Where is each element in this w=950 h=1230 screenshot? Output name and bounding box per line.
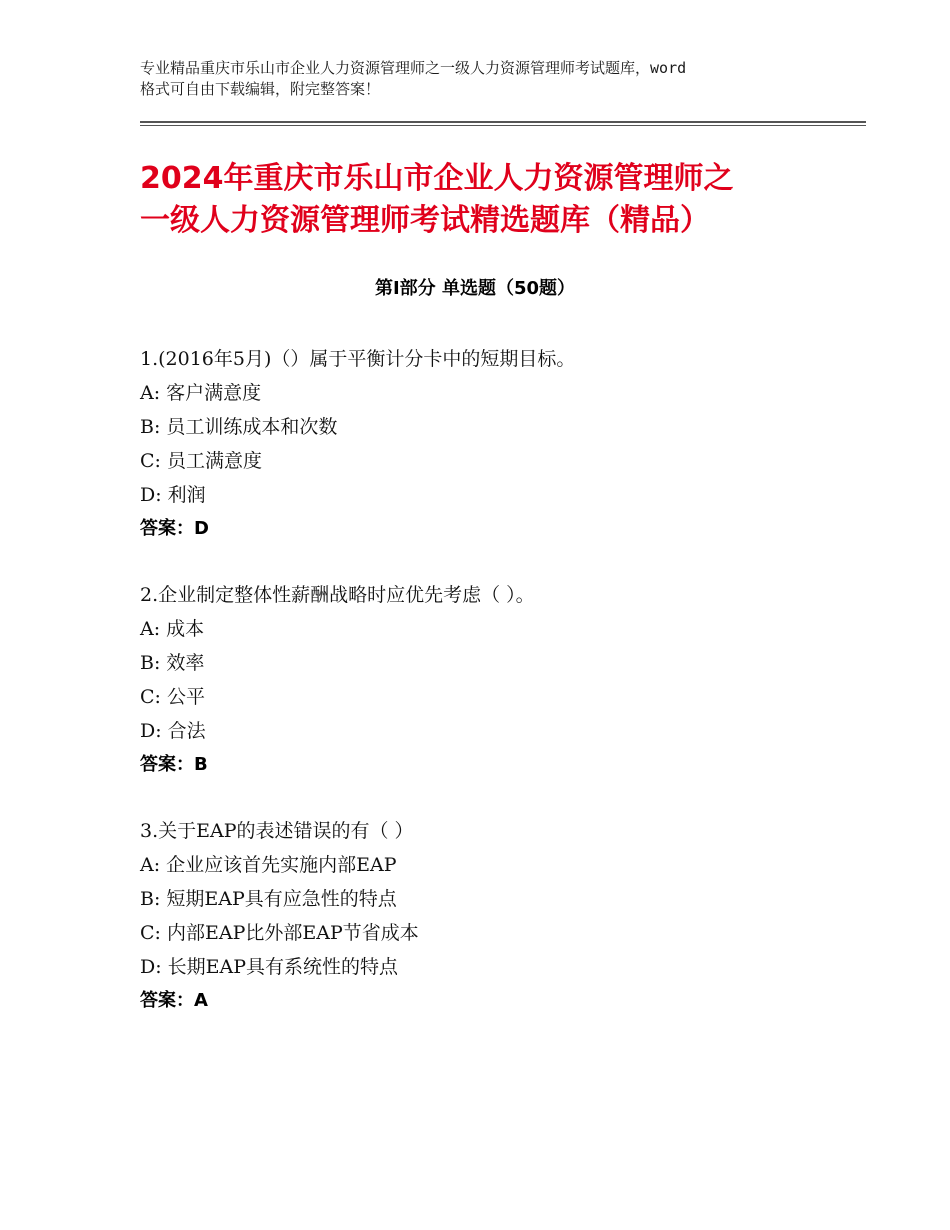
- header-note-line-1: 专业精品重庆市乐山市企业人力资源管理师之一级人力资源管理师考试题库，word: [140, 59, 687, 77]
- option-d: D: 长期EAP具有系统性的特点: [140, 956, 399, 978]
- question-stem: 3.关于EAP的表述错误的有（ ）: [140, 820, 414, 842]
- option-b: B: 员工训练成本和次数: [140, 416, 338, 438]
- option-c: C: 员工满意度: [140, 450, 262, 472]
- question-stem: 2.企业制定整体性薪酬战略时应优先考虑（ ）。: [140, 584, 535, 606]
- document-title-line-1: 2024年重庆市乐山市企业人力资源管理师之: [140, 161, 734, 196]
- question-list: [140, 342, 840, 1050]
- answer-label: 答案：D: [140, 518, 209, 539]
- question-item: [140, 342, 840, 546]
- document-title-line-2: 一级人力资源管理师考试精选题库（精品）: [140, 203, 710, 238]
- answer-label: 答案：A: [140, 990, 208, 1011]
- question-item: [140, 814, 840, 1018]
- option-b: B: 效率: [140, 652, 205, 674]
- option-d: D: 利润: [140, 484, 206, 506]
- header-divider-thin: [140, 125, 866, 126]
- option-b: B: 短期EAP具有应急性的特点: [140, 888, 397, 910]
- option-d: D: 合法: [140, 720, 206, 742]
- header-divider-thick: [140, 121, 866, 123]
- answer-label: 答案：B: [140, 754, 208, 775]
- question-stem: 1.(2016年5月)（）属于平衡计分卡中的短期目标。: [140, 348, 576, 370]
- option-c: C: 公平: [140, 686, 205, 708]
- header-note-line-2: 格式可自由下载编辑，附完整答案！: [140, 80, 381, 98]
- option-a: A: 成本: [140, 618, 205, 640]
- option-a: A: 客户满意度: [140, 382, 262, 404]
- header-note: [140, 58, 840, 100]
- section-title: 第Ⅰ部分 单选题（50题）: [374, 278, 575, 299]
- option-c: C: 内部EAP比外部EAP节省成本: [140, 922, 419, 944]
- option-a: A: 企业应该首先实施内部EAP: [140, 854, 397, 876]
- question-item: [140, 578, 840, 782]
- document-title: [140, 158, 840, 242]
